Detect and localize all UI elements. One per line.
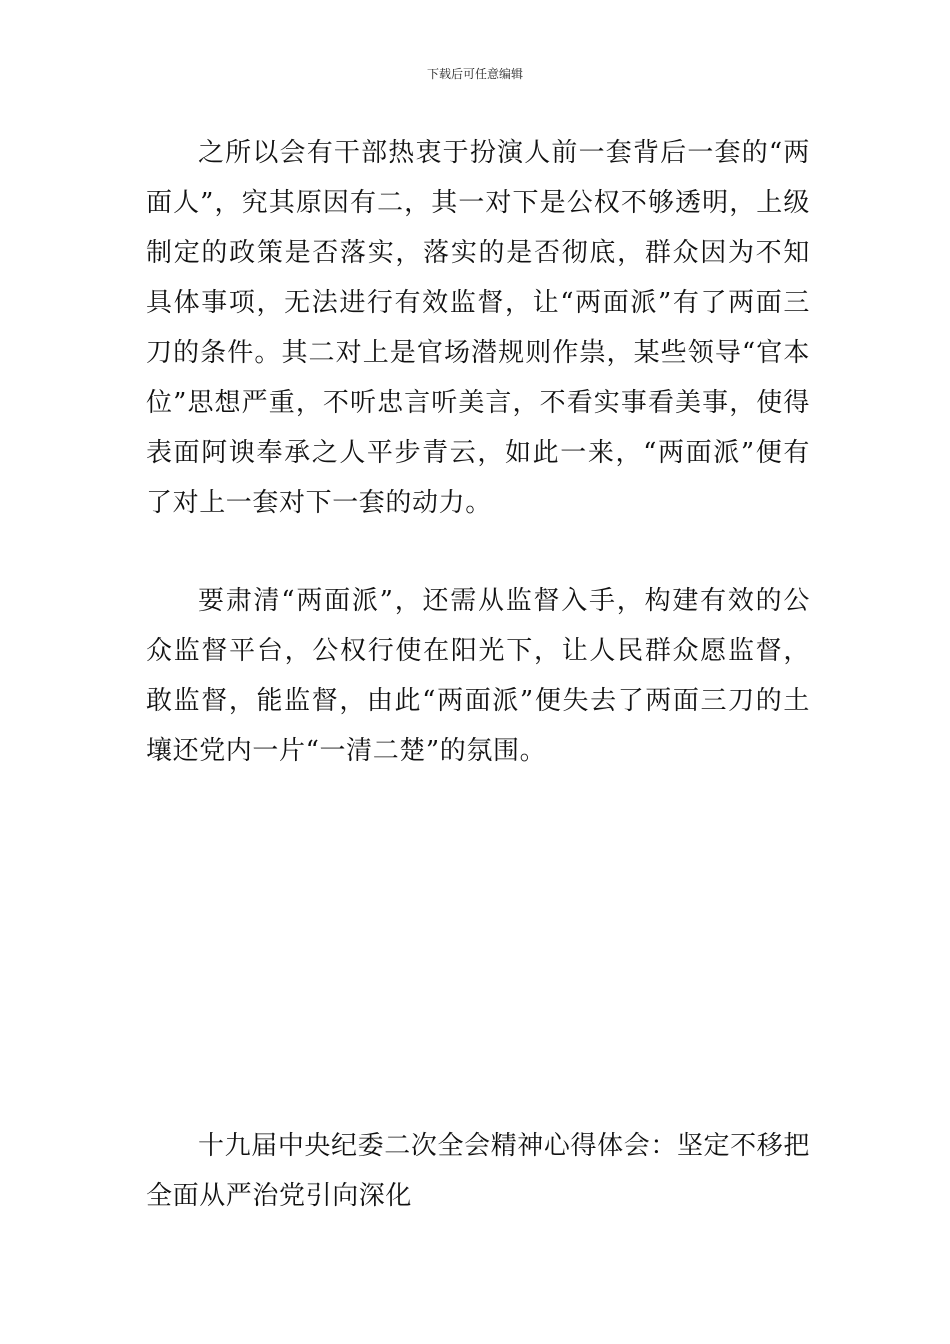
body-paragraph-2: 要肃清“两面派”，还需从监督入手，构建有效的公众监督平台，公权行使在阳光下，让人民群众愿监督，敢监督，能监督，由此“两面派”便失去了两面三刀的土壤还党内一片“一清二楚”的氛围。 — [146, 586, 810, 766]
section-title-paragraph: 十九届中央纪委二次全会精神心得体会：坚定不移把全面从严治党引向深化 — [146, 1131, 810, 1211]
body-paragraph-1: 之所以会有干部热衷于扮演人前一套背后一套的“两面人”，究其原因有二，其一对下是公权不够透明，上级制定的政策是否落实，落实的是否彻底，群众因为不知具体事项，无法进行有效监督，让“两面派”有了两面三刀的条件。其二对上是官场潜规则作祟，某些领导“官本位”思想严重，不听忠言听美言，不看实事看美事，使得表面阿谀奉承之人平步青云，如此一来，“两面派”便有了对上一套对下一套的动力。 — [146, 138, 810, 518]
page-header: 下载后可任意编辑 — [426, 67, 523, 81]
